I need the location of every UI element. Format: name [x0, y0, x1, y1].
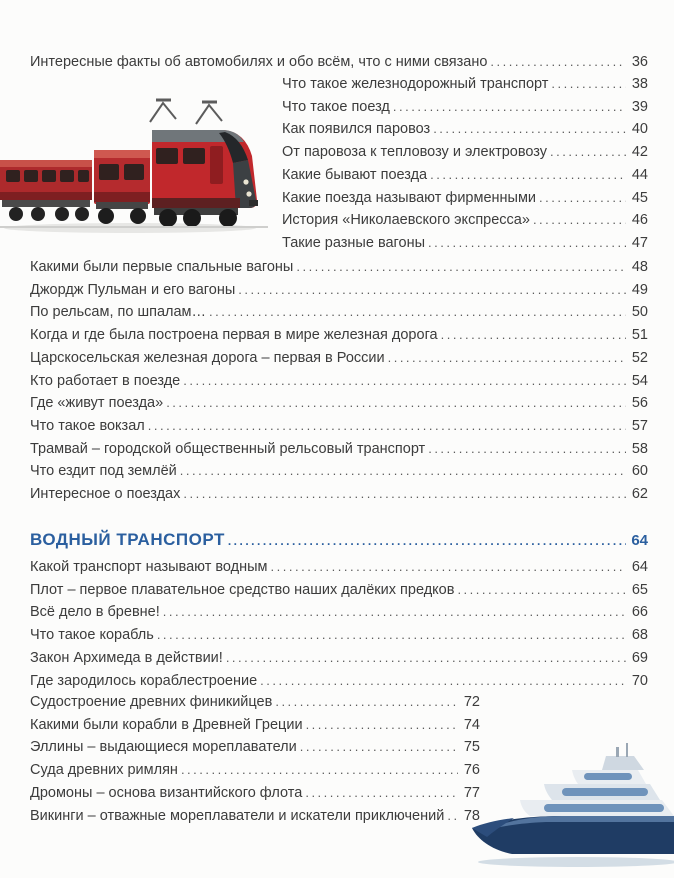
dot-leader: [209, 301, 626, 324]
toc-entry-title: Что такое корабль: [30, 627, 154, 644]
toc-entry-title: Какие бывают поезда: [282, 166, 428, 183]
yacht-illustration: [466, 724, 674, 872]
dot-leader: [166, 392, 626, 415]
dot-leader: [148, 415, 626, 438]
toc-group-intro: [30, 51, 648, 74]
toc-entry-page: 38: [631, 76, 648, 92]
toc-entry-title: Такие разные вагоны: [282, 234, 426, 251]
toc-entry-page: 68: [631, 627, 648, 644]
dot-leader: [260, 670, 626, 693]
toc-entry: [282, 209, 648, 232]
toc-entry: [282, 141, 648, 164]
dot-leader: [428, 232, 626, 255]
toc-entry-title: По рельсам, по шпалам…: [30, 304, 207, 321]
dot-leader: [447, 805, 458, 828]
dot-leader: [433, 118, 626, 141]
dot-leader: [388, 347, 626, 370]
toc-entry: [30, 279, 648, 302]
toc-entry-page: 45: [631, 189, 648, 206]
toc-entry-title: Джордж Пульман и его вагоны: [30, 281, 236, 298]
toc-entry-page: 49: [631, 281, 648, 298]
toc-entry-title: Интересные факты об автомобилях и обо всём, что с ними связано: [30, 54, 488, 70]
toc-entry-title: Викинги – отважные мореплаватели и искатели приключений: [30, 807, 445, 824]
toc-entry-title: Плот – первое плавательное средство наших далёких предков: [30, 581, 455, 598]
toc-entry-page: 69: [631, 649, 648, 666]
section-heading-page: 64: [631, 532, 648, 549]
toc-entry-title: Что такое вокзал: [30, 417, 145, 434]
dot-leader: [180, 460, 626, 483]
toc-entry-page: 50: [631, 304, 648, 321]
toc-entry-page: 58: [631, 440, 648, 457]
toc-entry-page: 44: [631, 166, 648, 183]
toc-entry: [30, 805, 480, 828]
toc-entry-title: История «Николаевского экспресса»: [282, 212, 530, 229]
toc-entry: [30, 392, 648, 415]
dot-leader: [228, 528, 626, 554]
toc-entry: [30, 324, 648, 347]
toc-entry-title: Какие поезда называют фирменными: [282, 189, 537, 206]
toc-entry: [30, 483, 648, 506]
toc-entry-page: 78: [463, 807, 480, 824]
toc-entry-page: 70: [631, 672, 648, 689]
toc-entry-title: Эллины – выдающиеся мореплаватели: [30, 739, 297, 756]
yacht-photo: [466, 724, 674, 872]
toc-entry-page: 47: [631, 234, 648, 251]
toc-entry-title: Кто работает в поезде: [30, 372, 181, 389]
dot-leader: [238, 279, 626, 302]
toc-entry-page: 76: [463, 762, 480, 779]
dot-leader: [183, 483, 626, 506]
dot-leader: [306, 714, 458, 737]
section-heading: [30, 527, 648, 554]
toc-entry: [282, 164, 648, 187]
toc-entry-title: Что ездит под землёй: [30, 463, 177, 480]
toc-entry: [30, 256, 648, 279]
toc-entry: [30, 556, 648, 579]
dot-leader: [551, 73, 626, 96]
toc-entry-page: 75: [463, 739, 480, 756]
toc-entry: [30, 759, 480, 782]
dot-leader: [457, 579, 626, 602]
train-illustration: [0, 86, 268, 238]
toc-entry: [30, 370, 648, 393]
toc-group-water-full: [30, 556, 648, 692]
dot-leader: [183, 370, 626, 393]
toc-entry-title: Суда древних римлян: [30, 762, 178, 779]
toc-entry-page: 56: [631, 395, 648, 412]
dot-leader: [428, 438, 626, 461]
toc-entry-page: 39: [631, 98, 648, 115]
toc-entry-title: От паровоза к тепловозу и электровозу: [282, 144, 548, 161]
dot-leader: [181, 759, 458, 782]
dot-leader: [163, 601, 626, 624]
toc-entry-page: 64: [631, 559, 648, 575]
dot-leader: [300, 736, 458, 759]
toc-entry: [30, 647, 648, 670]
toc-entry-title: Что такое поезд: [282, 98, 390, 115]
toc-entry-page: 54: [631, 372, 648, 389]
toc-entry: [30, 714, 480, 737]
toc-entry-title: Закон Архимеда в действии!: [30, 649, 223, 666]
toc-entry-title: Что такое железнодорожный транспорт: [282, 76, 549, 92]
toc-entry-page: 40: [631, 121, 648, 138]
toc-entry: [30, 347, 648, 370]
toc-entry: [282, 232, 648, 255]
toc-entry: [282, 187, 648, 210]
toc-entry-title: Дромоны – основа византийского флота: [30, 784, 303, 801]
dot-leader: [539, 187, 626, 210]
train-photo: [0, 86, 268, 238]
toc-entry-title: Трамвай – городской общественный рельсовый транспорт: [30, 440, 426, 457]
dot-leader: [226, 647, 626, 670]
toc-entry-page: 51: [631, 327, 648, 344]
toc-entry-title: Царскосельская железная дорога – первая в России: [30, 349, 385, 366]
toc-entry-title: Какой транспорт называют водным: [30, 559, 268, 575]
toc-entry-title: Как появился паровоз: [282, 121, 431, 138]
toc-entry-title: Судостроение древних финикийцев: [30, 694, 273, 710]
toc-entry-page: 62: [631, 486, 648, 503]
toc-entry-page: 65: [631, 581, 648, 598]
toc-entry: [282, 73, 648, 96]
dot-leader: [393, 96, 626, 119]
toc-entry: [30, 670, 648, 693]
toc-entry: [30, 601, 648, 624]
toc-entry-title: Интересное о поездах: [30, 486, 181, 503]
toc-entry-page: 42: [631, 144, 648, 161]
toc-entry-page: 72: [463, 694, 480, 710]
dot-leader: [430, 164, 626, 187]
toc-entry-page: 36: [631, 54, 648, 70]
toc-entry-page: 77: [463, 784, 480, 801]
dot-leader: [157, 624, 626, 647]
dot-leader: [441, 324, 626, 347]
dot-leader: [271, 556, 626, 579]
toc-entry: [30, 51, 648, 74]
section-heading-label: ВОДНЫЙ ТРАНСПОРТ: [30, 530, 225, 549]
toc-entry-page: 52: [631, 349, 648, 366]
toc-entry-page: 57: [631, 417, 648, 434]
toc-entry-page: 48: [631, 259, 648, 275]
toc-entry: [30, 415, 648, 438]
dot-leader: [305, 782, 458, 805]
toc-entry: [282, 96, 648, 119]
toc-entry-page: 46: [631, 212, 648, 229]
toc-entry: [30, 624, 648, 647]
toc-entry-title: Где зародилось кораблестроение: [30, 672, 258, 689]
toc-group-rail-full: [30, 256, 648, 506]
dot-leader: [275, 691, 458, 714]
toc-entry-title: Какими были первые спальные вагоны: [30, 259, 294, 275]
dot-leader: [550, 141, 626, 164]
toc-entry-title: Какими были корабли в Древней Греции: [30, 716, 303, 733]
toc-entry: [30, 691, 480, 714]
toc-entry: [30, 782, 480, 805]
toc-entry: [30, 301, 648, 324]
toc-entry: [30, 736, 480, 759]
toc-group-water-narrow: [30, 691, 480, 827]
toc-entry-title: Где «живут поезда»: [30, 395, 164, 412]
toc-entry-page: 74: [463, 716, 480, 733]
dot-leader: [296, 256, 626, 279]
toc-entry-page: 60: [631, 463, 648, 480]
toc-group-rail-indented: [282, 73, 648, 255]
toc-entry-title: Когда и где была построена первая в мире железная дорога: [30, 327, 438, 344]
toc-entry: [282, 118, 648, 141]
toc-entry: [30, 460, 648, 483]
dot-leader: [490, 51, 626, 74]
toc-entry: [30, 579, 648, 602]
toc-section-water: [30, 527, 648, 554]
toc-entry-title: Всё дело в бревне!: [30, 604, 160, 621]
toc-entry-page: 66: [631, 604, 648, 621]
dot-leader: [533, 209, 626, 232]
toc-entry: [30, 438, 648, 461]
